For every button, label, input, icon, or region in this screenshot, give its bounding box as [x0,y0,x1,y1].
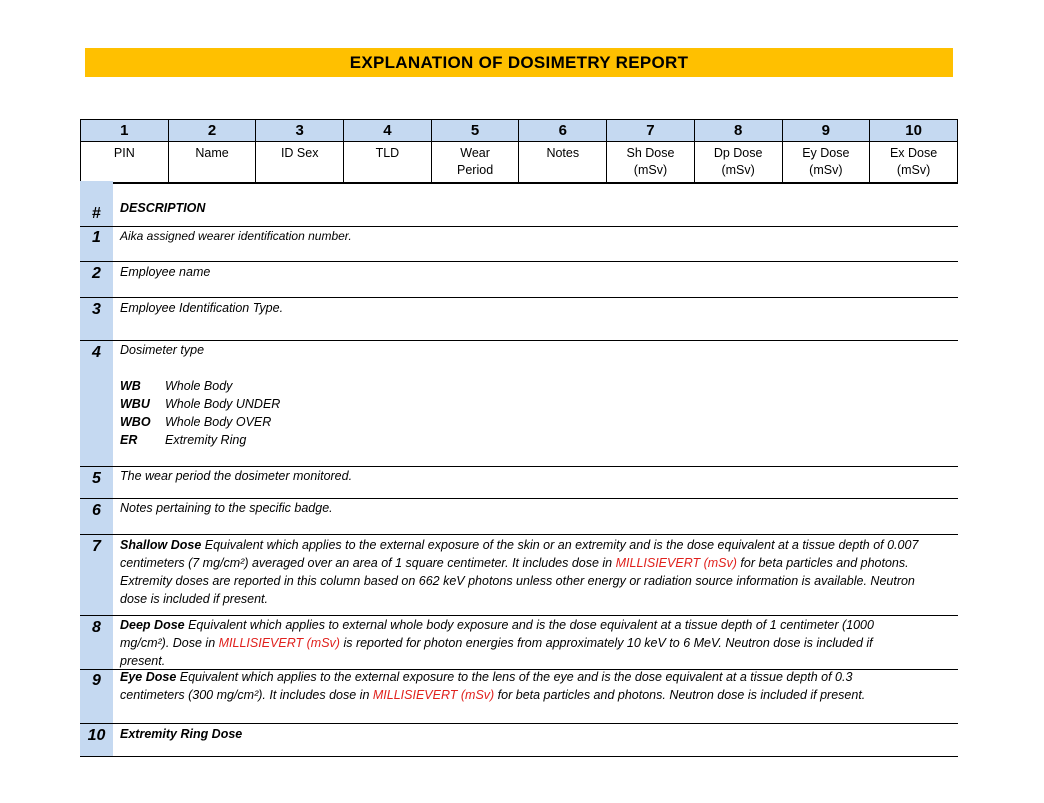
column-number: 2 [168,120,256,142]
label-line-2: (mSv) [809,163,843,177]
row-text: Employee name [120,265,211,279]
unit-highlight: MILLISIEVERT (mSv) [615,556,737,570]
dose-term: Deep Dose [120,618,185,632]
hash-label: # [92,205,101,222]
type-desc: Whole Body UNDER [165,397,281,411]
dosimeter-type-item [120,377,920,395]
description-heading: DESCRIPTION [120,201,206,215]
label-line-1: ID Sex [280,146,319,160]
dosimeter-type-label: Dosimeter type [120,343,205,357]
row-text [120,616,920,670]
description-row [80,616,958,670]
row-text: Employee Identification Type. [120,301,284,315]
label-line-1: Wear [460,146,490,160]
label-line-1: Sh Dose [626,146,675,160]
dosimeter-type-item [120,431,920,449]
description-row [80,467,958,499]
row-number: 10 [87,727,106,744]
column-number: 8 [694,120,782,142]
row-number: 6 [92,502,101,519]
label-line-2: (mSv) [896,163,931,177]
type-desc: Whole Body OVER [165,415,272,429]
column-number: 3 [256,120,344,142]
label-line-1: TLD [375,146,400,160]
row-number: 4 [92,344,101,361]
column-label [870,142,958,184]
label-line-1: Name [195,146,229,160]
description-row [80,226,958,262]
row-text [120,668,920,704]
description-row [80,262,958,298]
row-number: 1 [92,229,101,246]
type-code: WBO [120,415,151,429]
column-number: 5 [431,120,519,142]
label-line-1: Ey Dose [802,146,850,160]
row-text [120,341,920,449]
dose-term: Shallow Dose [120,538,202,552]
type-desc: Extremity Ring [165,433,247,447]
row-number: 3 [92,301,101,318]
dose-text-a: Equivalent which applies to external whole body exposure and is the dose equivalent at a tissue depth of 1 centimeter (1000 mg/cm²). Dose in [120,618,874,650]
description-section [80,181,958,757]
dose-text-b: for beta particles and photons. Extremity doses are reported in this column based on 662 keV photons unless other energy or radiation source information is available. Neutron dose is included if present. [120,556,915,606]
label-line-1: Dp Dose [713,146,763,160]
row-number: 5 [92,470,101,487]
label-line-2: (mSv) [721,163,755,177]
column-label [168,142,256,184]
row-text: The wear period the dosimeter monitored. [120,469,353,483]
label-line-2: (mSv) [633,163,668,177]
column-label [256,142,344,184]
column-label [344,142,432,184]
type-code: WB [120,379,141,393]
description-row [80,298,958,341]
label-line-2: Period [457,163,494,177]
column-label [607,142,695,184]
description-header-row [80,181,958,227]
column-number-row [81,120,958,142]
dose-text-b: for beta particles and photons. Neutron dose is included if present. [494,688,866,702]
label-line-1: Ex Dose [889,146,938,160]
column-number: 10 [870,120,958,142]
report-title: EXPLANATION OF DOSIMETRY REPORT [85,48,953,77]
column-label [694,142,782,184]
dosimeter-type-item [120,395,920,413]
columns-table [80,119,958,184]
column-number: 6 [519,120,607,142]
column-label [81,142,169,184]
unit-highlight: MILLISIEVERT (mSv) [372,688,495,702]
dose-term: Extremity Ring Dose [120,727,243,741]
row-text [120,536,920,608]
description-row [80,724,958,757]
row-number: 2 [92,265,101,282]
label-line-1: PIN [113,146,135,160]
type-code: ER [120,433,138,447]
dose-term: Eye Dose [120,670,177,684]
column-label [782,142,870,184]
dose-text-b: is reported for photon energies from approximately 10 keV to 6 MeV. Neutron dose is included if present. [120,636,873,668]
description-row [80,341,958,467]
column-number: 9 [782,120,870,142]
column-label [431,142,519,184]
column-number: 7 [607,120,695,142]
row-number: 8 [92,619,101,636]
description-row [80,670,958,724]
column-number: 1 [81,120,169,142]
description-row [80,499,958,535]
label-line-1: Notes [546,146,580,160]
row-text: Aika assigned wearer identification number. [120,229,352,243]
description-row [80,535,958,616]
row-text [120,725,920,743]
dosimeter-type-item [120,413,920,431]
dosimeter-type-list [120,377,920,449]
dose-text-a: Equivalent which applies to the external exposure to the lens of the eye and is the dose equivalent at a tissue depth of 0.3 centimeters (300 mg/cm²). It includes dose in [120,670,853,702]
dose-text-a: Equivalent which applies to the external exposure of the skin or an extremity and is the dose equivalent at a tissue depth of 0.007 centimeters (7 mg/cm²) averaged over an area of 1 square centimeter. It includes dose in [120,538,919,570]
row-number: 9 [92,672,101,689]
row-text: Notes pertaining to the specific badge. [120,501,333,515]
type-code: WBU [120,397,150,411]
unit-highlight: MILLISIEVERT (mSv) [218,636,340,650]
column-label [519,142,607,184]
type-desc: Whole Body [165,379,233,393]
column-number: 4 [344,120,432,142]
row-number: 7 [92,538,101,555]
column-label-row [81,142,958,184]
